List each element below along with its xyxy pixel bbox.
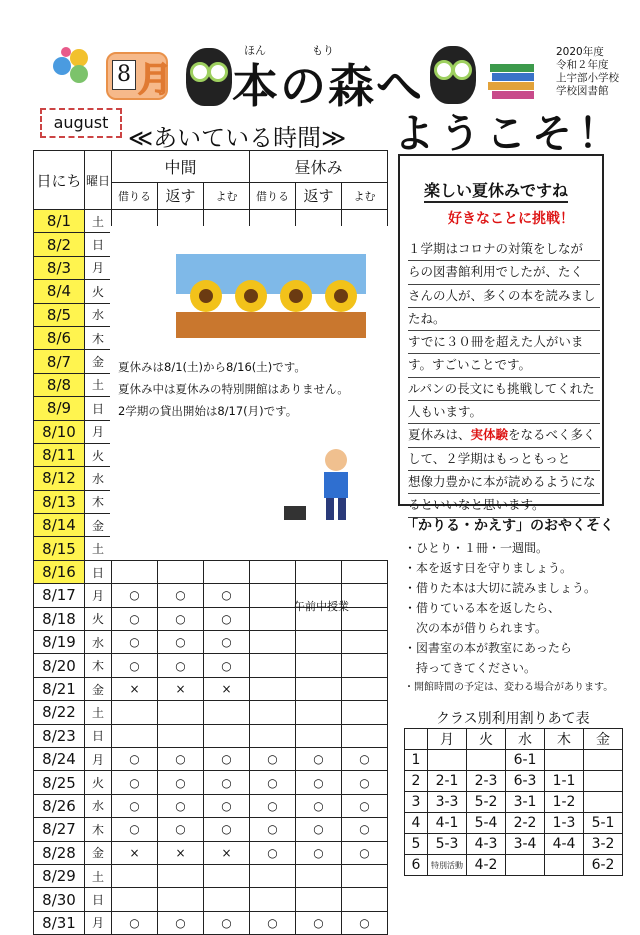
class-cell: 6-2 xyxy=(584,855,623,876)
summer-message-box xyxy=(398,154,604,513)
class-cell: 5-2 xyxy=(467,792,506,813)
row-mark: ○ xyxy=(204,747,250,770)
period-number: 5 xyxy=(405,834,428,855)
row-weekday: 水 xyxy=(85,794,112,817)
row-date: 8/27 xyxy=(34,818,85,841)
row-mark: ○ xyxy=(158,818,204,841)
row-mark: ○ xyxy=(112,584,158,607)
row-date: 8/14 xyxy=(34,514,85,537)
row-mark: ○ xyxy=(158,631,204,654)
row-mark xyxy=(342,724,388,747)
rule-item: ・図書室の本が教室にあったら xyxy=(404,641,572,655)
holiday-notice xyxy=(118,356,349,422)
morning-class-note: 午前中授業 xyxy=(294,600,349,613)
row-mark: ○ xyxy=(112,747,158,770)
row-mark: ○ xyxy=(250,818,296,841)
class-cell xyxy=(506,855,545,876)
table-row xyxy=(34,841,389,864)
class-cell: 3-4 xyxy=(506,834,545,855)
row-weekday: 月 xyxy=(85,911,112,934)
class-cell: 4-2 xyxy=(467,855,506,876)
row-weekday: 月 xyxy=(85,420,112,443)
sunflower-illustration xyxy=(176,254,366,346)
class-cell: 5-4 xyxy=(467,813,506,834)
row-mark xyxy=(342,654,388,677)
row-mark xyxy=(342,888,388,911)
row-mark: ○ xyxy=(112,607,158,630)
logo-cluster xyxy=(52,46,92,86)
row-weekday: 土 xyxy=(85,864,112,887)
row-mark: ○ xyxy=(158,794,204,817)
summer-box-line: ルパンの長文にも挑戦してくれた xyxy=(408,378,600,401)
row-weekday: 月 xyxy=(85,584,112,607)
row-weekday: 金 xyxy=(85,841,112,864)
summer-box-title: 楽しい夏休みですね xyxy=(424,178,568,203)
day-header: 火 xyxy=(467,729,506,750)
day-header: 金 xyxy=(584,729,623,750)
class-allocation-table xyxy=(404,728,623,876)
col-weekday-header: 曜日 xyxy=(85,151,112,210)
class-cell: 特別活動 xyxy=(428,855,467,876)
row-mark: ○ xyxy=(112,818,158,841)
class-cell: 1-2 xyxy=(545,792,584,813)
row-weekday: 日 xyxy=(85,233,112,256)
row-weekday: 土 xyxy=(85,537,112,560)
row-mark xyxy=(296,654,342,677)
class-row xyxy=(405,834,623,855)
class-cell xyxy=(584,750,623,771)
page-title: 本の森へ xyxy=(232,59,424,113)
period-number: 4 xyxy=(405,813,428,834)
row-mark xyxy=(158,701,204,724)
table-row xyxy=(34,771,389,794)
row-mark xyxy=(112,560,158,583)
period-number: 6 xyxy=(405,855,428,876)
action-header: 借りる xyxy=(112,182,158,209)
row-weekday: 月 xyxy=(85,747,112,770)
school-label: 上宇部小学校 xyxy=(556,72,619,84)
row-mark: ○ xyxy=(342,747,388,770)
table-row xyxy=(34,631,389,654)
rule-item: ・借りている本を返したら、 xyxy=(404,601,561,615)
row-weekday: 日 xyxy=(85,397,112,420)
summer-box-line: らの図書館利用でしたが、たく xyxy=(408,261,600,284)
row-mark xyxy=(250,888,296,911)
row-mark: ○ xyxy=(158,584,204,607)
row-mark xyxy=(204,864,250,887)
row-mark xyxy=(296,677,342,700)
welcome-heading: ようこそ！ xyxy=(394,111,624,157)
month-kanji: 月 xyxy=(138,60,172,100)
row-mark xyxy=(250,864,296,887)
row-mark: ○ xyxy=(204,654,250,677)
row-date: 8/31 xyxy=(34,911,85,934)
row-mark: ○ xyxy=(112,771,158,794)
row-weekday: 土 xyxy=(85,373,112,396)
col-date-header: 日にち xyxy=(34,151,85,210)
summer-box-line: 夏休みは、実体験をなるべく多く xyxy=(408,424,600,447)
row-mark: ○ xyxy=(112,631,158,654)
table-row xyxy=(34,560,389,583)
row-mark: ○ xyxy=(296,747,342,770)
row-weekday: 木 xyxy=(85,654,112,677)
row-mark: ○ xyxy=(296,771,342,794)
boy-with-radio-illustration xyxy=(284,446,364,526)
owl-right-icon xyxy=(430,46,476,104)
row-mark: ○ xyxy=(112,794,158,817)
period-number: 1 xyxy=(405,750,428,771)
row-date: 8/19 xyxy=(34,631,85,654)
notice-line: 2学期の貸出開始は8/17(月)です。 xyxy=(118,404,298,418)
row-mark xyxy=(342,864,388,887)
row-weekday: 木 xyxy=(85,490,112,513)
row-mark: ○ xyxy=(158,654,204,677)
table-row xyxy=(34,888,389,911)
table-row xyxy=(34,701,389,724)
row-mark: × xyxy=(204,841,250,864)
summer-box-line: 人もいます。 xyxy=(408,401,600,424)
row-weekday: 日 xyxy=(85,560,112,583)
row-mark: ○ xyxy=(342,794,388,817)
schedule-header-row xyxy=(34,151,389,183)
row-mark: ○ xyxy=(158,747,204,770)
class-cell: 2-2 xyxy=(506,813,545,834)
class-cell: 4-3 xyxy=(467,834,506,855)
row-weekday: 月 xyxy=(85,256,112,279)
row-date: 8/6 xyxy=(34,326,85,349)
row-weekday: 水 xyxy=(85,303,112,326)
class-cell: 5-1 xyxy=(584,813,623,834)
table-row xyxy=(34,724,389,747)
rule-item: ・ひとり・１冊・一週間。 xyxy=(404,541,549,555)
row-weekday: 火 xyxy=(85,443,112,466)
notice-line: 夏休みは8/1(土)から8/16(土)です。 xyxy=(118,360,306,374)
row-mark xyxy=(342,631,388,654)
row-weekday: 金 xyxy=(85,350,112,373)
row-weekday: 水 xyxy=(85,467,112,490)
action-header: 借りる xyxy=(250,182,296,209)
row-date: 8/13 xyxy=(34,490,85,513)
rule-item: 持ってきてください。 xyxy=(404,661,537,675)
row-date: 8/12 xyxy=(34,467,85,490)
row-date: 8/21 xyxy=(34,677,85,700)
class-row xyxy=(405,771,623,792)
period-number: 2 xyxy=(405,771,428,792)
row-mark xyxy=(250,701,296,724)
row-mark xyxy=(342,701,388,724)
ruby-hon: ほん xyxy=(244,44,266,57)
rule-item: ・開館時間の予定は、変わる場合があります。 xyxy=(404,682,614,693)
august-label: august xyxy=(40,108,122,138)
row-mark xyxy=(342,560,388,583)
row-date: 8/16 xyxy=(34,560,85,583)
row-mark xyxy=(296,560,342,583)
table-row xyxy=(34,747,389,770)
row-mark xyxy=(204,888,250,911)
row-mark: × xyxy=(158,677,204,700)
class-cell: 3-1 xyxy=(506,792,545,813)
owl-left-icon xyxy=(186,48,232,106)
row-date: 8/2 xyxy=(34,233,85,256)
row-weekday: 金 xyxy=(85,514,112,537)
row-mark: ○ xyxy=(296,794,342,817)
table-row xyxy=(34,864,389,887)
row-mark xyxy=(296,888,342,911)
summer-box-line: るといいなと思います。 xyxy=(408,494,600,517)
row-weekday: 日 xyxy=(85,724,112,747)
row-mark: ○ xyxy=(296,818,342,841)
row-mark: ○ xyxy=(250,747,296,770)
class-cell: 2-1 xyxy=(428,771,467,792)
row-mark xyxy=(296,724,342,747)
row-mark xyxy=(204,560,250,583)
day-header: 水 xyxy=(506,729,545,750)
row-mark xyxy=(112,888,158,911)
class-cell: 3-3 xyxy=(428,792,467,813)
row-date: 8/10 xyxy=(34,420,85,443)
row-date: 8/29 xyxy=(34,864,85,887)
class-row xyxy=(405,750,623,771)
class-cell xyxy=(467,750,506,771)
row-date: 8/20 xyxy=(34,654,85,677)
row-mark: ○ xyxy=(296,841,342,864)
summer-box-line: さんの人が、多くの本を読みまし xyxy=(408,285,600,308)
rule-item: ・借りた本は大切に読みましょう。 xyxy=(404,581,597,595)
summer-box-line: たね。 xyxy=(408,308,600,331)
class-cell: 4-4 xyxy=(545,834,584,855)
row-date: 8/4 xyxy=(34,280,85,303)
class-cell: 4-1 xyxy=(428,813,467,834)
row-mark: × xyxy=(112,841,158,864)
row-mark: ○ xyxy=(250,911,296,934)
row-weekday: 火 xyxy=(85,771,112,794)
month-number: 8 xyxy=(112,60,136,90)
class-cell xyxy=(545,750,584,771)
row-date: 8/22 xyxy=(34,701,85,724)
row-weekday: 火 xyxy=(85,607,112,630)
row-mark xyxy=(204,724,250,747)
row-date: 8/23 xyxy=(34,724,85,747)
row-date: 8/17 xyxy=(34,584,85,607)
row-mark xyxy=(158,864,204,887)
row-mark xyxy=(158,560,204,583)
row-mark: ○ xyxy=(204,911,250,934)
row-mark: ○ xyxy=(342,771,388,794)
row-date: 8/3 xyxy=(34,256,85,279)
col-chukan-header: 中間 xyxy=(112,151,250,183)
row-mark: ○ xyxy=(342,841,388,864)
day-header: 月 xyxy=(428,729,467,750)
row-mark: ○ xyxy=(204,818,250,841)
action-header: よむ xyxy=(204,182,250,209)
row-mark: ○ xyxy=(204,584,250,607)
class-cell: 3-2 xyxy=(584,834,623,855)
row-mark: ○ xyxy=(250,771,296,794)
action-header: 返す xyxy=(158,182,204,209)
summer-box-line: して、２学期はもっともっと xyxy=(408,448,600,471)
row-date: 8/5 xyxy=(34,303,85,326)
row-weekday: 土 xyxy=(85,210,112,233)
class-cell: 6-1 xyxy=(506,750,545,771)
row-mark xyxy=(250,584,296,607)
row-mark: ○ xyxy=(204,771,250,794)
row-date: 8/18 xyxy=(34,607,85,630)
row-mark: ○ xyxy=(342,818,388,841)
row-mark xyxy=(158,724,204,747)
summer-box-line: 想像力豊かに本が読めるようにな xyxy=(408,471,600,494)
ruby-mori: もり xyxy=(312,44,334,57)
row-mark xyxy=(250,724,296,747)
row-mark: ○ xyxy=(342,911,388,934)
row-mark: ○ xyxy=(112,911,158,934)
row-mark xyxy=(112,724,158,747)
row-mark: ○ xyxy=(250,794,296,817)
row-mark xyxy=(250,560,296,583)
notice-line: 夏休み中は夏休みの特別開館はありません。 xyxy=(118,382,349,396)
class-row xyxy=(405,792,623,813)
row-mark xyxy=(158,888,204,911)
rule-item: 次の本が借りられます。 xyxy=(404,621,548,635)
action-header: よむ xyxy=(342,182,388,209)
row-date: 8/1 xyxy=(34,210,85,233)
row-mark xyxy=(296,701,342,724)
era-label: 令和２年度 xyxy=(556,59,609,71)
school-meta xyxy=(556,46,619,98)
row-date: 8/15 xyxy=(34,537,85,560)
summer-box-subtitle: 好きなことに挑戦！ xyxy=(448,211,574,227)
row-mark: ○ xyxy=(158,607,204,630)
class-cell xyxy=(584,771,623,792)
class-cell: 2-3 xyxy=(467,771,506,792)
row-date: 8/9 xyxy=(34,397,85,420)
row-mark xyxy=(296,631,342,654)
class-cell xyxy=(545,855,584,876)
row-date: 8/8 xyxy=(34,373,85,396)
row-weekday: 水 xyxy=(85,631,112,654)
row-weekday: 日 xyxy=(85,888,112,911)
row-mark xyxy=(250,654,296,677)
row-weekday: 金 xyxy=(85,677,112,700)
open-hours-title: ≪あいている時間≫ xyxy=(128,124,347,152)
row-weekday: 木 xyxy=(85,818,112,841)
class-cell: 5-3 xyxy=(428,834,467,855)
row-mark: ○ xyxy=(204,607,250,630)
table-row xyxy=(34,818,389,841)
class-row xyxy=(405,855,623,876)
row-mark: ○ xyxy=(158,771,204,794)
class-cell xyxy=(584,792,623,813)
books-icon xyxy=(488,60,538,100)
row-mark: ○ xyxy=(204,794,250,817)
row-mark xyxy=(250,631,296,654)
row-mark: × xyxy=(204,677,250,700)
table-row xyxy=(34,654,389,677)
class-table-header xyxy=(405,729,623,750)
row-mark: ○ xyxy=(204,631,250,654)
summer-box-line: すでに３０冊を超えた人がいま xyxy=(408,331,600,354)
row-date: 8/24 xyxy=(34,747,85,770)
row-mark: × xyxy=(112,677,158,700)
table-row xyxy=(34,794,389,817)
class-cell: 6-3 xyxy=(506,771,545,792)
row-date: 8/7 xyxy=(34,350,85,373)
row-mark xyxy=(112,701,158,724)
class-cell xyxy=(428,750,467,771)
row-mark: ○ xyxy=(296,911,342,934)
row-date: 8/25 xyxy=(34,771,85,794)
row-mark xyxy=(250,607,296,630)
row-mark xyxy=(204,701,250,724)
row-mark xyxy=(112,864,158,887)
row-weekday: 土 xyxy=(85,701,112,724)
year-label: 2020年度 xyxy=(556,46,604,58)
row-mark xyxy=(250,677,296,700)
rule-item: ・本を返す日を守りましょう。 xyxy=(404,561,573,575)
row-date: 8/30 xyxy=(34,888,85,911)
row-mark xyxy=(342,677,388,700)
class-cell: 1-1 xyxy=(545,771,584,792)
highlight-word: 実体験 xyxy=(470,427,509,443)
row-mark xyxy=(296,864,342,887)
row-date: 8/28 xyxy=(34,841,85,864)
row-weekday: 火 xyxy=(85,280,112,303)
row-mark: ○ xyxy=(158,911,204,934)
summer-box-body xyxy=(408,238,600,518)
table-row xyxy=(34,911,389,934)
action-header: 返す xyxy=(296,182,342,209)
period-number: 3 xyxy=(405,792,428,813)
row-weekday: 木 xyxy=(85,326,112,349)
class-row xyxy=(405,813,623,834)
borrow-rules xyxy=(404,516,624,698)
summer-box-line: １学期はコロナの対策をしなが xyxy=(408,238,600,261)
row-mark: ○ xyxy=(250,841,296,864)
class-table-title: クラス別利用割りあて表 xyxy=(436,711,590,727)
row-mark: ○ xyxy=(112,654,158,677)
day-header: 木 xyxy=(545,729,584,750)
class-cell: 1-3 xyxy=(545,813,584,834)
table-row xyxy=(34,677,389,700)
row-date: 8/26 xyxy=(34,794,85,817)
library-label: 学校図書館 xyxy=(556,85,609,97)
rules-title: 「かりる・かえす」のおやくそく xyxy=(404,518,614,534)
row-mark: × xyxy=(158,841,204,864)
summer-box-line: す。すごいことです。 xyxy=(408,354,600,377)
row-date: 8/11 xyxy=(34,443,85,466)
col-hiru-header: 昼休み xyxy=(250,151,388,183)
